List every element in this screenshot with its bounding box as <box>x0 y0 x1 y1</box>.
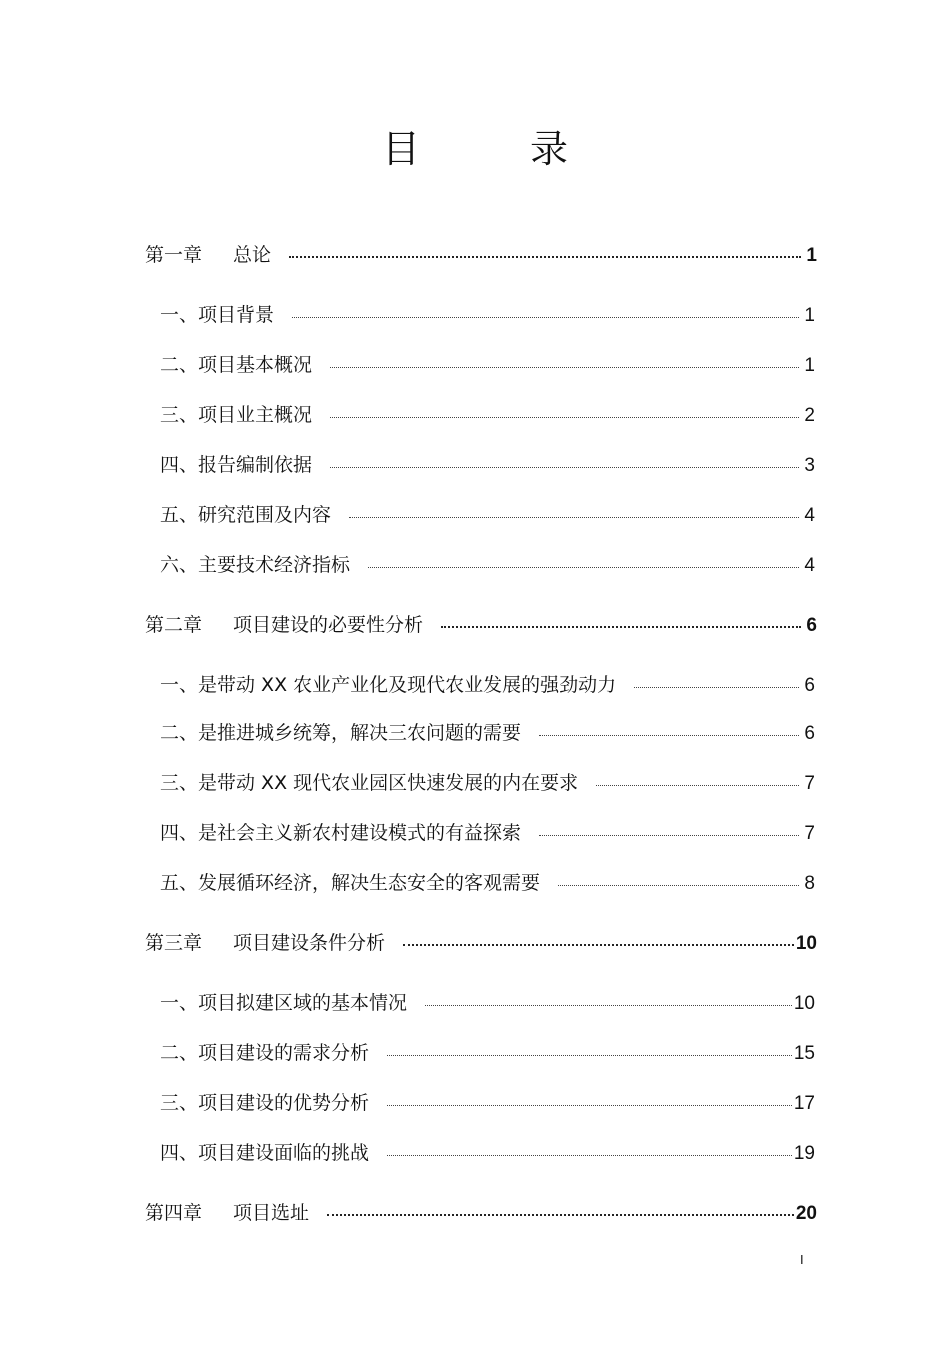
dot-leader <box>387 1053 792 1056</box>
dot-leader <box>539 833 799 836</box>
toc-entry-number: 第一章 <box>145 244 203 266</box>
toc-entry-label: 项目建设的必要性分析 <box>233 614 424 636</box>
toc-entry-number: 第三章 <box>145 932 203 954</box>
toc-entry-page-number: 10 <box>793 993 815 1014</box>
toc-entry-number: 三、 <box>160 1092 199 1114</box>
toc-entry-label: 项目背景 <box>198 304 275 326</box>
toc-section-entry[interactable] <box>160 400 815 427</box>
dot-leader <box>292 315 799 318</box>
toc-entry-number: 二、 <box>160 1042 199 1064</box>
toc-entry-page-number: 19 <box>793 1143 815 1164</box>
toc-entry-number: 五、 <box>160 504 199 526</box>
toc-entry-page-number: 4 <box>804 555 815 576</box>
page-title: 目 录 <box>381 127 604 171</box>
toc-entry-label: 发展循环经济，解决生态安全的客观需要 <box>198 872 541 894</box>
toc-chapter-entry[interactable] <box>145 928 817 955</box>
toc-section-entry[interactable] <box>160 300 815 327</box>
toc-entry-label: 总论 <box>233 244 272 266</box>
toc-entry-number: 二、 <box>160 354 199 376</box>
dot-leader <box>596 783 799 786</box>
toc-entry-label: 项目拟建区域的基本情况 <box>198 992 408 1014</box>
toc-entry-page-number: 1 <box>806 245 817 266</box>
toc-entry-number: 二、 <box>160 722 199 744</box>
toc-section-entry[interactable] <box>160 768 815 795</box>
toc-entry-page-number: 7 <box>804 773 815 794</box>
toc-section-entry[interactable] <box>160 1038 815 1065</box>
toc-section-entry[interactable] <box>160 718 815 745</box>
toc-entry-page-number: 6 <box>804 723 815 744</box>
toc-section-entry[interactable] <box>160 1138 815 1165</box>
toc-entry-number: 四、 <box>160 822 199 844</box>
toc-entry-label: 是推进城乡统筹，解决三农问题的需要 <box>198 722 522 744</box>
toc-chapter-entry[interactable] <box>145 610 817 637</box>
toc-entry-label: 主要技术经济指标 <box>198 554 351 576</box>
dot-leader <box>539 733 799 736</box>
toc-entry-number: 第四章 <box>145 1202 203 1224</box>
dot-leader <box>330 415 799 418</box>
toc-chapter-entry[interactable] <box>145 1198 817 1225</box>
toc-entry-label: 项目建设的优势分析 <box>198 1092 370 1114</box>
dot-leader <box>289 254 801 258</box>
dot-leader <box>327 1212 794 1216</box>
toc-entry-page-number: 10 <box>795 933 817 954</box>
toc-entry-page-number: 7 <box>804 823 815 844</box>
toc-entry-label: 项目业主概况 <box>198 404 313 426</box>
toc-entry-page-number: 1 <box>804 355 815 376</box>
toc-section-entry[interactable] <box>160 500 815 527</box>
toc-section-entry[interactable] <box>160 670 815 697</box>
toc-section-entry[interactable] <box>160 1088 815 1115</box>
toc-entry-label: 报告编制依据 <box>198 454 313 476</box>
toc-entry-page-number: 1 <box>804 305 815 326</box>
toc-entry-number: 六、 <box>160 554 199 576</box>
toc-section-entry[interactable] <box>160 988 815 1015</box>
toc-entry-page-number: 6 <box>804 675 815 696</box>
toc-entry-label: 是社会主义新农村建设模式的有益探索 <box>198 822 522 844</box>
dot-leader <box>387 1103 792 1106</box>
toc-entry-label: 项目选址 <box>233 1202 310 1224</box>
toc-section-entry[interactable] <box>160 818 815 845</box>
dot-leader <box>368 565 799 568</box>
dot-leader <box>634 685 799 688</box>
toc-entry-label: 是带动 XX 现代农业园区快速发展的内在要求 <box>198 772 579 794</box>
toc-entry-number: 四、 <box>160 454 199 476</box>
dot-leader <box>441 624 801 628</box>
toc-entry-page-number: 8 <box>804 873 815 894</box>
dot-leader <box>349 515 799 518</box>
dot-leader <box>387 1153 792 1156</box>
dot-leader <box>403 942 794 946</box>
toc-entry-number: 一、 <box>160 674 199 696</box>
toc-section-entry[interactable] <box>160 550 815 577</box>
toc-entry-page-number: 6 <box>806 615 817 636</box>
toc-entry-page-number: 4 <box>804 505 815 526</box>
toc-entry-label: 项目基本概况 <box>198 354 313 376</box>
toc-entry-label: 研究范围及内容 <box>198 504 332 526</box>
toc-entry-page-number: 20 <box>795 1203 817 1224</box>
dot-leader <box>558 883 799 886</box>
toc-entry-page-number: 15 <box>793 1043 815 1064</box>
footer-page-number: I <box>800 1252 804 1267</box>
dot-leader <box>425 1003 792 1006</box>
toc-entry-number: 三、 <box>160 404 199 426</box>
dot-leader <box>330 365 799 368</box>
toc-entry-number: 三、 <box>160 772 199 794</box>
toc-entry-label: 项目建设条件分析 <box>233 932 386 954</box>
toc-entry-number: 四、 <box>160 1142 199 1164</box>
toc-section-entry[interactable] <box>160 868 815 895</box>
toc-section-entry[interactable] <box>160 350 815 377</box>
toc-entry-page-number: 2 <box>804 405 815 426</box>
toc-entry-label: 项目建设面临的挑战 <box>198 1142 370 1164</box>
toc-entry-label: 项目建设的需求分析 <box>198 1042 370 1064</box>
toc-entry-page-number: 3 <box>804 455 815 476</box>
toc-entry-number: 一、 <box>160 304 199 326</box>
toc-entry-page-number: 17 <box>793 1093 815 1114</box>
toc-entry-number: 五、 <box>160 872 199 894</box>
dot-leader <box>330 465 799 468</box>
toc-chapter-entry[interactable] <box>145 240 817 267</box>
toc-entry-label: 是带动 XX 农业产业化及现代农业发展的强劲动力 <box>198 674 617 696</box>
toc-entry-number: 一、 <box>160 992 199 1014</box>
toc-entry-number: 第二章 <box>145 614 203 636</box>
toc-section-entry[interactable] <box>160 450 815 477</box>
